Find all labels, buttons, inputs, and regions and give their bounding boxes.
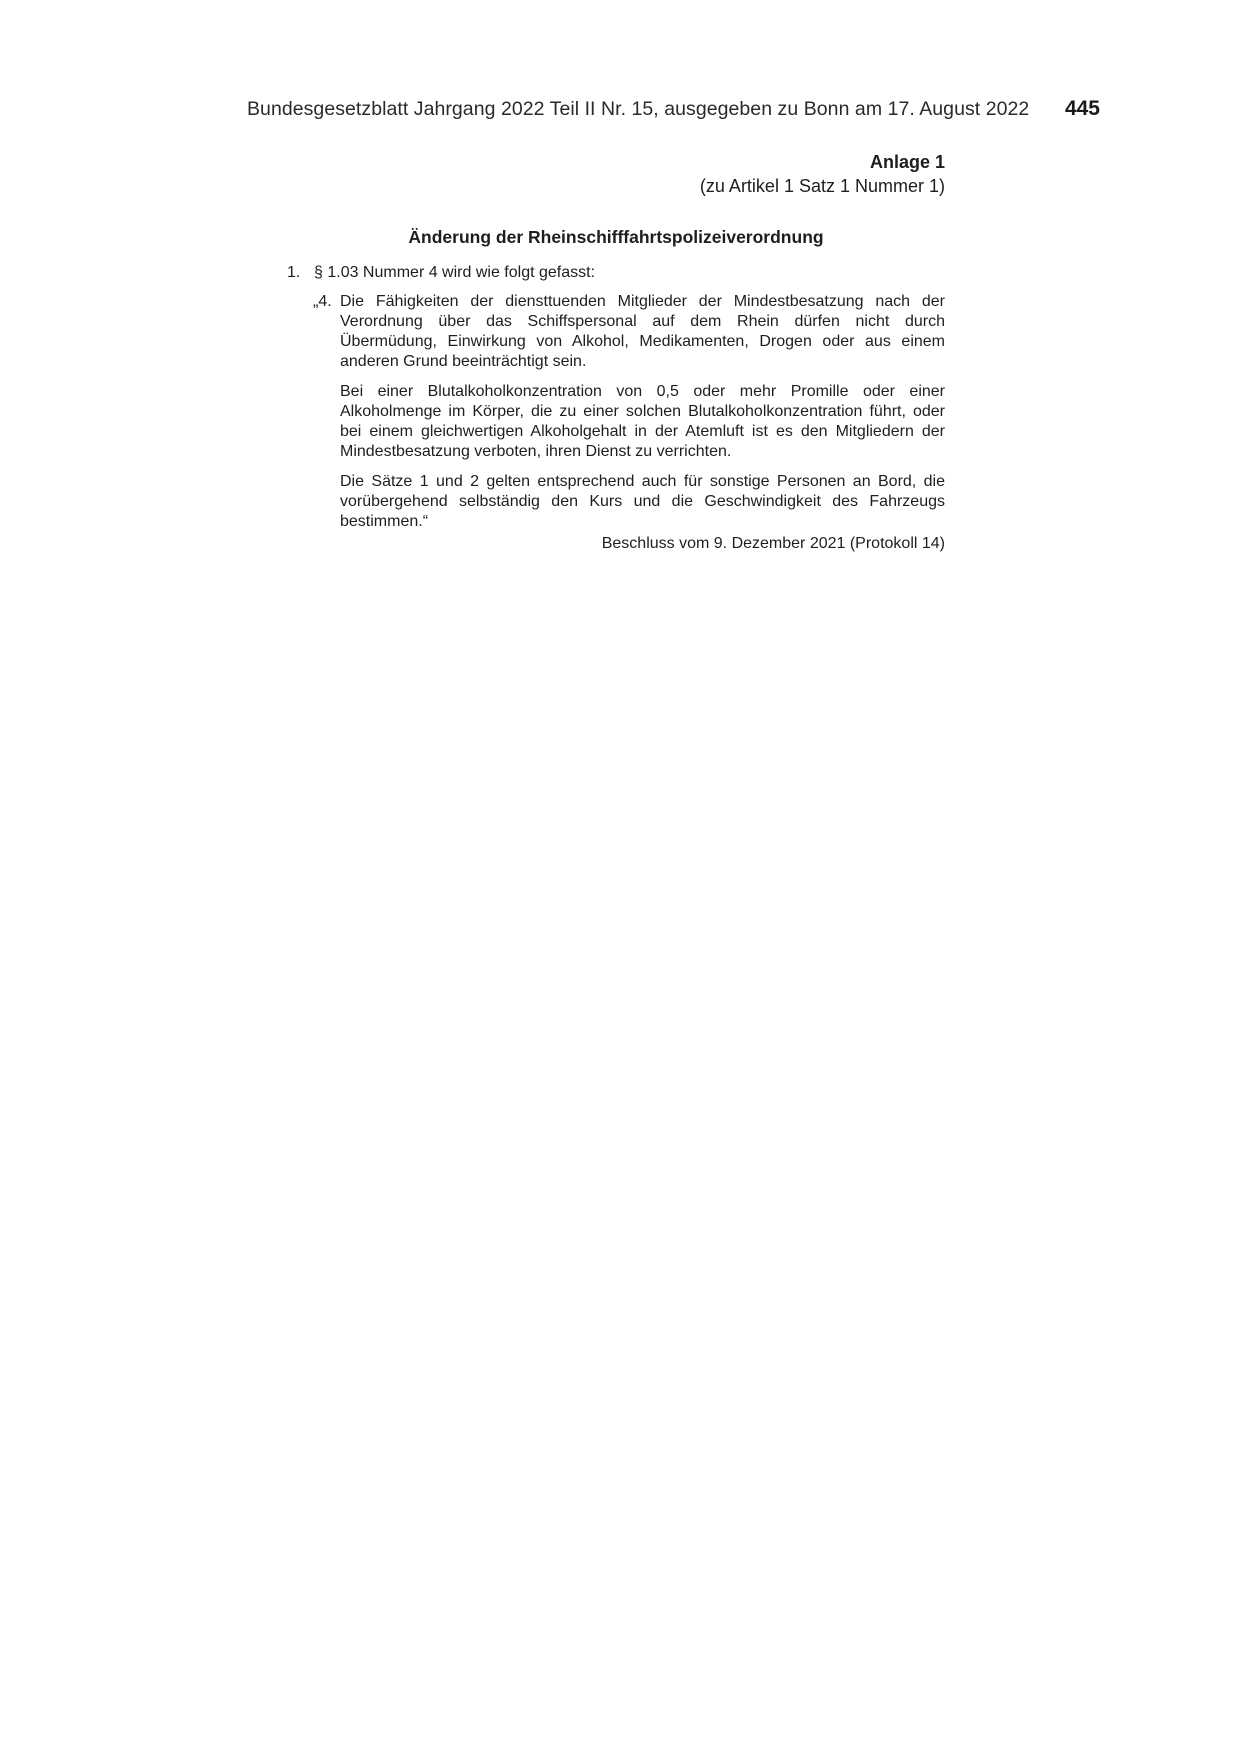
quote-body (340, 292, 945, 532)
annex-block (600, 150, 945, 198)
decision-note: Beschluss vom 9. Dezember 2021 (Protokoll 14) (601, 535, 945, 552)
quote-paragraph-2: Bei einer Blutalkoholkonzentration von 0,5 oder mehr Promille oder einer Alkoholmenge im Körper, die zu einer solchen Blutalkoholkonzentration führt, oder bei einem gleichwertigen Alkoholgehalt in der Atemluft ist es den Mitgliedern der Mindestbesatzung verboten, ihren Dienst zu verrichten. (340, 383, 945, 460)
annex-title: Anlage 1 (869, 152, 945, 172)
annex-reference: (zu Artikel 1 Satz 1 Nummer 1) (699, 176, 945, 196)
gazette-header-line: Bundesgesetzblatt Jahrgang 2022 Teil II Nr. 15, ausgegeben zu Bonn am 17. August 2022 (247, 98, 1030, 120)
document-title: Änderung der Rheinschifffahrtspolizeiverordnung (408, 227, 824, 247)
page-number: 445 (1064, 97, 1100, 120)
quote-paragraph-1: Die Fähigkeiten der diensttuenden Mitglieder der Mindestbesatzung nach der Verordnung über das Schiffspersonal auf dem Rhein dürfen nicht durch Übermüdung, Einwirkung von Alkohol, Medikamenten, Drogen oder aus einem anderen Grund beeinträchtigt sein. (340, 293, 945, 370)
quote-paragraph-3: Die Sätze 1 und 2 gelten entsprechend auch für sonstige Personen an Bord, die vorübergehend selbständig den Kurs und die Geschwindigkeit des Fahrzeugs bestimmen.“ (340, 473, 945, 530)
item-number: 1. (287, 264, 301, 281)
item-text: § 1.03 Nummer 4 wird wie folgt gefasst: (314, 264, 596, 281)
page-header (247, 98, 1100, 124)
quoted-amendment (313, 292, 945, 542)
quote-marker: „4. (313, 293, 332, 310)
